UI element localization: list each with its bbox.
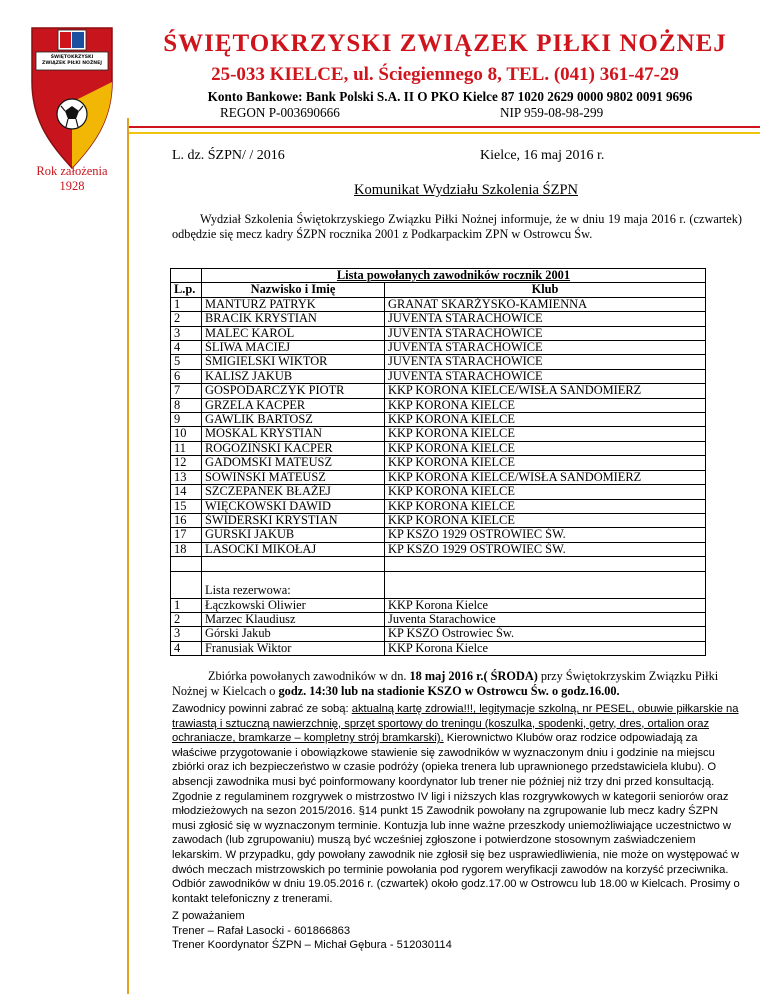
cell-number: 14 — [171, 485, 202, 499]
cell-name: ŚMIGIELSKI WIKTOR — [202, 355, 385, 369]
cell-club: KKP KORONA KIELCE — [385, 485, 706, 499]
reserve-row — [171, 598, 706, 612]
cell-name: Marzec Klaudiusz — [202, 612, 385, 626]
cell-club: KP KSZO 1929 OSTROWIEC ŚW. — [385, 528, 706, 542]
header-rule-red — [128, 126, 760, 128]
table-row — [171, 427, 706, 441]
cell-name: GRZELA KACPER — [202, 398, 385, 412]
cell-number: 12 — [171, 456, 202, 470]
table-row — [171, 542, 706, 556]
equipment-list: aktualną kartę zdrowia!!!, legitymacje szkolną, nr PESEL, obuwie piłkarskie na trawiastą i sztuczną nawierzchnię, sprzęt sportowy do treningu (koszulka, spodenki, getry, dres, ortalion oraz ochraniacze, bramkarze – kompletny strój bramkarski). — [172, 703, 739, 745]
cell-name: Łączkowski Oliwier — [202, 598, 385, 612]
table-row — [171, 499, 706, 513]
cell-club: KP KSZO Ostrowiec Św. — [385, 627, 706, 641]
cell-club: JUVENTA STARACHOWICE — [385, 355, 706, 369]
org-title: ŚWIĘTOKRZYSKI ZWIĄZEK PIŁKI NOŻNEJ — [163, 30, 727, 57]
cell-name: GAWLIK BARTOSZ — [202, 413, 385, 427]
table-row — [171, 341, 706, 355]
regon-number: REGON P-003690666 — [220, 105, 340, 120]
szpn-logo — [26, 22, 118, 187]
cell-number: 6 — [171, 369, 202, 383]
empty-cell — [385, 571, 706, 598]
table-row — [171, 470, 706, 484]
margin-line — [127, 118, 129, 994]
reserve-row — [171, 612, 706, 626]
page-title: Komunikat Wydziału Szkolenia ŚZPN — [354, 182, 578, 198]
rules-section — [172, 702, 744, 906]
cell-number: 7 — [171, 384, 202, 398]
table-row — [171, 326, 706, 340]
cell-number: 10 — [171, 427, 202, 441]
table-row — [171, 528, 706, 542]
cell-club: Juventa Starachowice — [385, 612, 706, 626]
cell-number: 1 — [171, 297, 202, 311]
col-header-club: Klub — [385, 283, 706, 297]
cell-club: JUVENTA STARACHOWICE — [385, 341, 706, 355]
table-spacer-row — [171, 557, 706, 571]
empty-cell — [385, 557, 706, 571]
reserve-label-row — [171, 571, 706, 598]
coach-contact: Trener – Rafał Lasocki - 601866863 — [172, 924, 351, 937]
table-row — [171, 369, 706, 383]
cell-number: 2 — [171, 312, 202, 326]
cell-number: 9 — [171, 413, 202, 427]
cell-club: KKP KORONA KIELCE — [385, 441, 706, 455]
table-header-row — [171, 283, 706, 297]
founded-label: Rok założenia — [36, 164, 108, 178]
table-row — [171, 355, 706, 369]
cell-number: 11 — [171, 441, 202, 455]
table-row — [171, 441, 706, 455]
closing-greeting: Z poważaniem — [172, 910, 245, 922]
cell-number: 15 — [171, 499, 202, 513]
cell-name: Franusiak Wiktor — [202, 641, 385, 655]
table-row — [171, 297, 706, 311]
cell-club: KKP KORONA KIELCE — [385, 499, 706, 513]
founded-year: 1928 — [59, 179, 85, 193]
cell-name: MALEC KAROL — [202, 326, 385, 340]
cell-name: GADOMSKI MATEUSZ — [202, 456, 385, 470]
cell-name: SZCZEPANEK BŁAŻEJ — [202, 485, 385, 499]
empty-cell — [202, 557, 385, 571]
cell-club: KKP KORONA KIELCE/WISŁA SANDOMIERZ — [385, 470, 706, 484]
table-caption: Lista powołanych zawodników rocznik 2001 — [202, 269, 706, 283]
cell-number: 5 — [171, 355, 202, 369]
logo-lettering: ŚWIĘTOKRZYSKI ZWIĄZEK PIŁKI NOŻNEJ — [42, 55, 102, 66]
table-row — [171, 456, 706, 470]
cell-club: KKP Korona Kielce — [385, 641, 706, 655]
regulation-paragraph: Zgodnie z regulaminem rozgrywek o mistrzostwo IV ligi i niższych klas rozgrywkowych w kategorii seniorów oraz młodzieżowych na sezon 2015/2016. §14 punkt 15 Zawodnik powołany na zgrupowanie lub mecz kadry ŚZPN musi zgłosić się w wyznaczonym terminie. Kontuzja lub inne ważne przeszkody uniemożliwiające uczestnictwo w zawodach (lub zgrupowaniu) muszą być wcześniej zgłoszone i potwierdzone stosownym zaświadczeniem lekarskim. W przypadku, gdy powołany zawodnik nie zgłosił się bez usprawiedliwienia, nie może on występować w dwóch meczach mistrzowskich po terminie powołania pod rygorem weryfikacji zawodów na korzyść przeciwnika. Odbiór zawodników w dniu 19.05.2016 r. (czwartek) około godz.17.00 w Ostrowcu lub 18.00 w Kielcach. Prosimy o kontakt telefoniczny z trenerami. — [172, 790, 740, 905]
equipment-paragraph — [172, 702, 744, 790]
header-rule-yellow — [128, 132, 760, 134]
col-header-name: Nazwisko i Imię — [202, 283, 385, 297]
empty-cell — [171, 571, 202, 598]
assembly-text-2: przy Świętokrzyskim Związku Piłki Nożnej w Kielcach o — [172, 669, 719, 698]
cell-number: 4 — [171, 641, 202, 655]
cell-name: GURSKI JAKUB — [202, 528, 385, 542]
cell-club: JUVENTA STARACHOWICE — [385, 312, 706, 326]
cell-club: GRANAT SKARŻYSKO-KAMIENNA — [385, 297, 706, 311]
table-row — [171, 413, 706, 427]
assembly-paragraph — [172, 669, 732, 699]
cell-name: SOWIŃSKI MATEUSZ — [202, 470, 385, 484]
equipment-lead: Zawodnicy powinni zabrać ze sobą: — [172, 703, 352, 715]
shield-logo-icon — [26, 22, 118, 172]
cell-number: 2 — [171, 612, 202, 626]
cell-name: BRACIK KRYSTIAN — [202, 312, 385, 326]
coordinator-contact: Trener Koordynator ŚZPN – Michał Gębura - 512030114 — [172, 939, 452, 952]
cell-name: Górski Jakub — [202, 627, 385, 641]
table-row — [171, 485, 706, 499]
assembly-time: godz. 14:30 lub na stadionie KSZO w Ostrowcu Św. o godz.16.00. — [278, 684, 620, 698]
cell-number: 1 — [171, 598, 202, 612]
cell-club: JUVENTA STARACHOWICE — [385, 369, 706, 383]
cell-name: ROGOZIŃSKI KACPER — [202, 441, 385, 455]
cell-club: KKP Korona Kielce — [385, 598, 706, 612]
cell-club: KKP KORONA KIELCE — [385, 513, 706, 527]
cell-number: 8 — [171, 398, 202, 412]
founded-note — [26, 164, 118, 194]
cell-name: MOSKAL KRYSTIAN — [202, 427, 385, 441]
reserve-row — [171, 627, 706, 641]
cell-name: ŚLIWA MACIEJ — [202, 341, 385, 355]
org-address: 25-033 KIELCE, ul. Ściegiennego 8, TEL. (041) 361-47-29 — [211, 64, 679, 85]
bank-account: Konto Bankowe: Bank Polski S.A. II O PKO Kielce 87 1020 2629 0000 9802 0091 9696 — [207, 89, 693, 104]
cell-club: JUVENTA STARACHOWICE — [385, 326, 706, 340]
cell-club: KKP KORONA KIELCE — [385, 427, 706, 441]
reserve-row — [171, 641, 706, 655]
signature-block — [172, 909, 452, 953]
cell-club: KP KSZO 1929 OSTROWIEC ŚW. — [385, 542, 706, 556]
cell-name: MANTURZ PATRYK — [202, 297, 385, 311]
nip-number: NIP 959-08-98-299 — [500, 105, 604, 120]
cell-name: KALISZ JAKUB — [202, 369, 385, 383]
roster-table — [170, 268, 706, 656]
intro-paragraph: Wydział Szkolenia Świętokrzyskiego Związku Piłki Nożnej informuje, że w dniu 19 maja 2016 r. (czwartek) odbędzie się mecz kadry ŚZPN rocznika 2001 z Podkarpackim ZPN w Ostrowcu Św. — [172, 212, 742, 241]
table-caption-row — [171, 269, 706, 283]
cell-number: 16 — [171, 513, 202, 527]
cell-club: KKP KORONA KIELCE — [385, 456, 706, 470]
empty-cell — [171, 557, 202, 571]
table-row — [171, 513, 706, 527]
cell-club: KKP KORONA KIELCE/WISŁA SANDOMIERZ — [385, 384, 706, 398]
cell-club: KKP KORONA KIELCE — [385, 413, 706, 427]
table-row — [171, 398, 706, 412]
cell-number: 4 — [171, 341, 202, 355]
place-date: Kielce, 16 maj 2016 r. — [480, 148, 605, 163]
responsibility-text: Kierownictwo Klubów oraz rodzice odpowiadają za właściwe przygotowanie i obowiązkowe stawienie się zawodników w wyznaczonym dniu i godzinie na miejscu zbiórki oraz ich bezpieczeństwo w czasie podróży (opieka trenera lub uprawnionego przedstawiciela klubu). O absencji zawodnika musi być poinformowany koordynator lub trener nie później niż trzy dni przed konsultacją. — [172, 732, 717, 788]
cell-club: KKP KORONA KIELCE — [385, 398, 706, 412]
reference-number: L. dz. ŚZPN/ / 2016 — [172, 148, 285, 163]
cell-number: 13 — [171, 470, 202, 484]
cell-name: LASOCKI MIKOŁAJ — [202, 542, 385, 556]
cell-number: 17 — [171, 528, 202, 542]
assembly-text-1: Zbiórka powołanych zawodników w dn. — [208, 669, 410, 683]
cell-number: 18 — [171, 542, 202, 556]
cell-number: 3 — [171, 627, 202, 641]
cell-name: WIĘCKOWSKI DAWID — [202, 499, 385, 513]
table-row — [171, 384, 706, 398]
cell-name: GOSPODARCZYK PIOTR — [202, 384, 385, 398]
reserve-label: Lista rezerwowa: — [202, 571, 385, 598]
table-row — [171, 312, 706, 326]
cell-number: 3 — [171, 326, 202, 340]
col-header-lp: L.p. — [171, 283, 202, 297]
cell-name: ŚWIDERSKI KRYSTIAN — [202, 513, 385, 527]
assembly-date: 18 maj 2016 r.( ŚRODA) — [409, 669, 538, 683]
